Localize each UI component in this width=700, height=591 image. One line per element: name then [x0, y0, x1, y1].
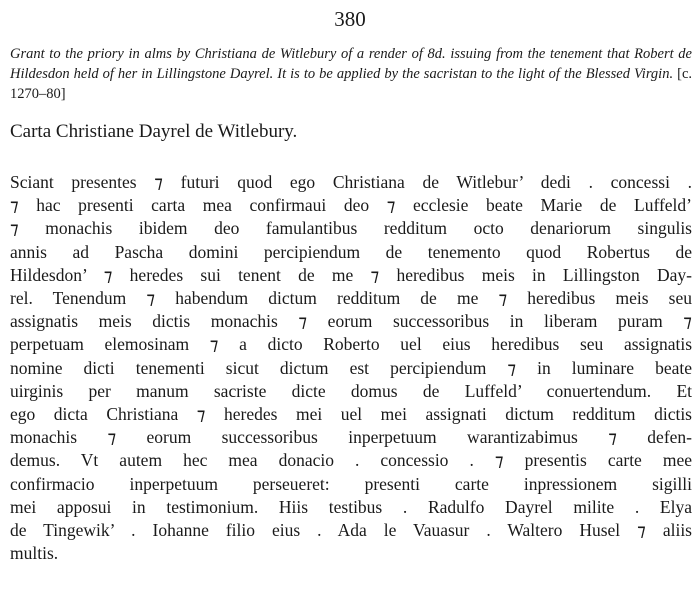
page-number: 380 [334, 7, 366, 31]
charter-title: Carta Christiane Dayrel de Witlebury. [10, 121, 298, 142]
charter-line: Hildesdon’ ⁊ heredes sui tenent de me ⁊ heredibus meis in Lillingston Day- [10, 264, 692, 285]
charter-date: [c. 1270–80] [10, 66, 692, 102]
charter-line: confirmacio inperpetuum perseueret: presenti carte inpressionem sigilli [10, 473, 692, 494]
charter-line: nomine dicti tenementi sicut dictum est percipiendum ⁊ in luminare beate [10, 357, 692, 378]
charter-line: demus. Vt autem hec mea donacio . concessio . ⁊ presentis carte mee [10, 450, 692, 471]
charter-line: assignatis meis dictis monachis ⁊ eorum successoribus in liberam puram ⁊ [10, 311, 692, 332]
charter-line: ego dicta Christiana ⁊ heredes mei uel mei assignati dictum redditum dictis [10, 404, 692, 425]
charter-line: ⁊ monachis ibidem deo famulantibus redditum octo denariorum singulis [10, 218, 692, 239]
charter-line: de Tingewik’ . Iohanne filio eius . Ada le Vauasur . Waltero Husel ⁊ aliis [10, 520, 692, 541]
charter-line: Sciant presentes ⁊ futuri quod ego Christiana de Witlebur’ dedi . concessi . [10, 172, 692, 192]
charter-line: rel. Tenendum ⁊ habendum dictum redditum de me ⁊ heredibus meis seu [10, 288, 692, 309]
charter-body [10, 171, 692, 565]
charter-line: perpetuam elemosinam ⁊ a dicto Roberto uel eius heredibus seu assignatis [10, 334, 692, 355]
charter-line: ⁊ hac presenti carta mea confirmaui deo ⁊ ecclesie beate Marie de Luffeld’ [10, 195, 692, 216]
charter-line: uirginis per manum sacriste dicte domus de Luffeld’ conuertendum. Et [10, 380, 692, 401]
summary-text: Grant to the priory in alms by Christiana de Witlebury of a render of 8d. issuing from the tenement that Robert de Hildesdon held of her in Lillingstone Dayrel. It is to be applied by the sacristan to the light of the Blessed Virgin. [10, 46, 692, 82]
charter-line: multis. [10, 543, 59, 564]
charter-line: mei apposui in testimonium. Hiis testibus . Radulfo Dayrel milite . Elya [10, 496, 692, 517]
charter-line: annis ad Pascha domini percipiendum de tenemento quod Robertus de [10, 241, 692, 262]
charter-line: monachis ⁊ eorum successoribus inperpetuum warantizabimus ⁊ defen- [10, 427, 692, 448]
charter-summary [10, 44, 692, 104]
